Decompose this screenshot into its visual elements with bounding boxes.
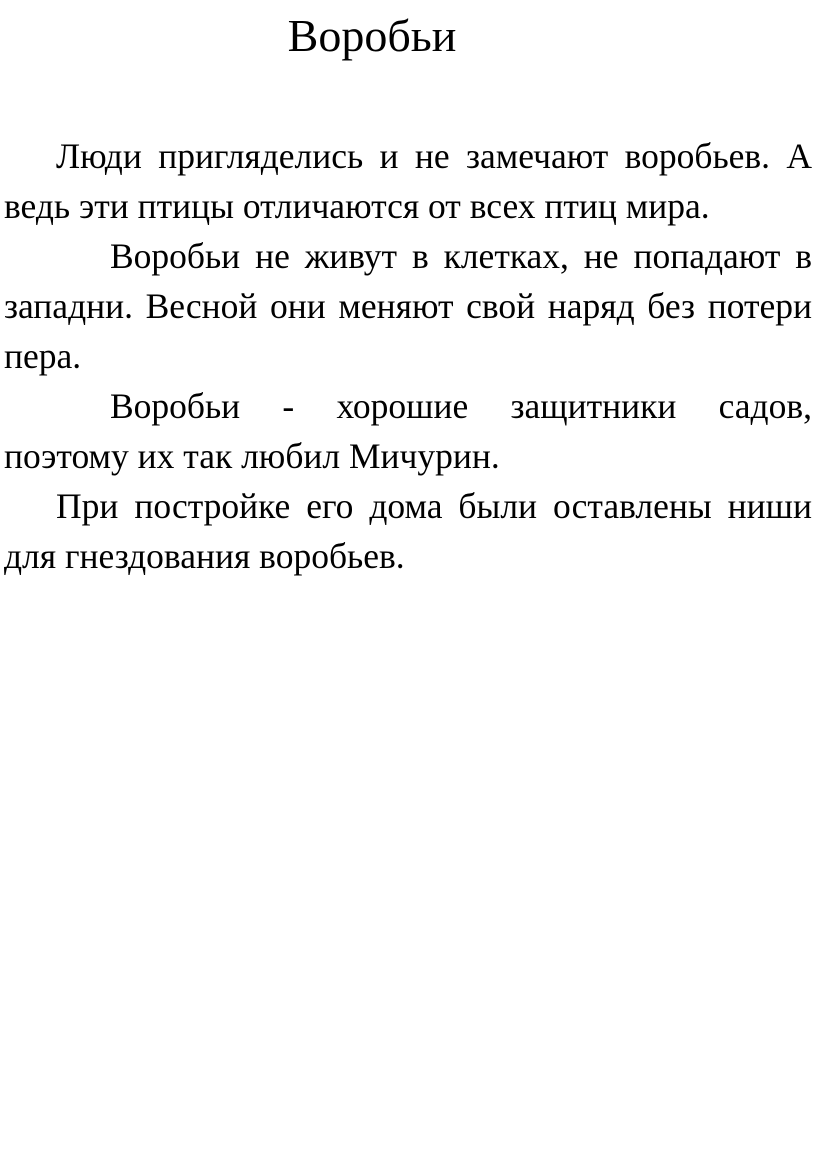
document-body bbox=[4, 131, 812, 581]
paragraph-1: Люди пригляделись и не замечают воробьев. А ведь эти птицы отличаются от всех птиц мира. bbox=[4, 136, 812, 226]
paragraph-2: Воробьи не живут в клетках, не попадают в западни. Весной они меняют свой наряд без потери пера. bbox=[4, 236, 812, 376]
document-title: Воробьи bbox=[287, 10, 457, 61]
paragraph-3: Воробьи - хорошие защитники садов, поэтому их так любил Мичурин. bbox=[4, 386, 812, 476]
paragraph-4: При постройке его дома были оставлены ниши для гнездования воробьев. bbox=[4, 486, 812, 576]
